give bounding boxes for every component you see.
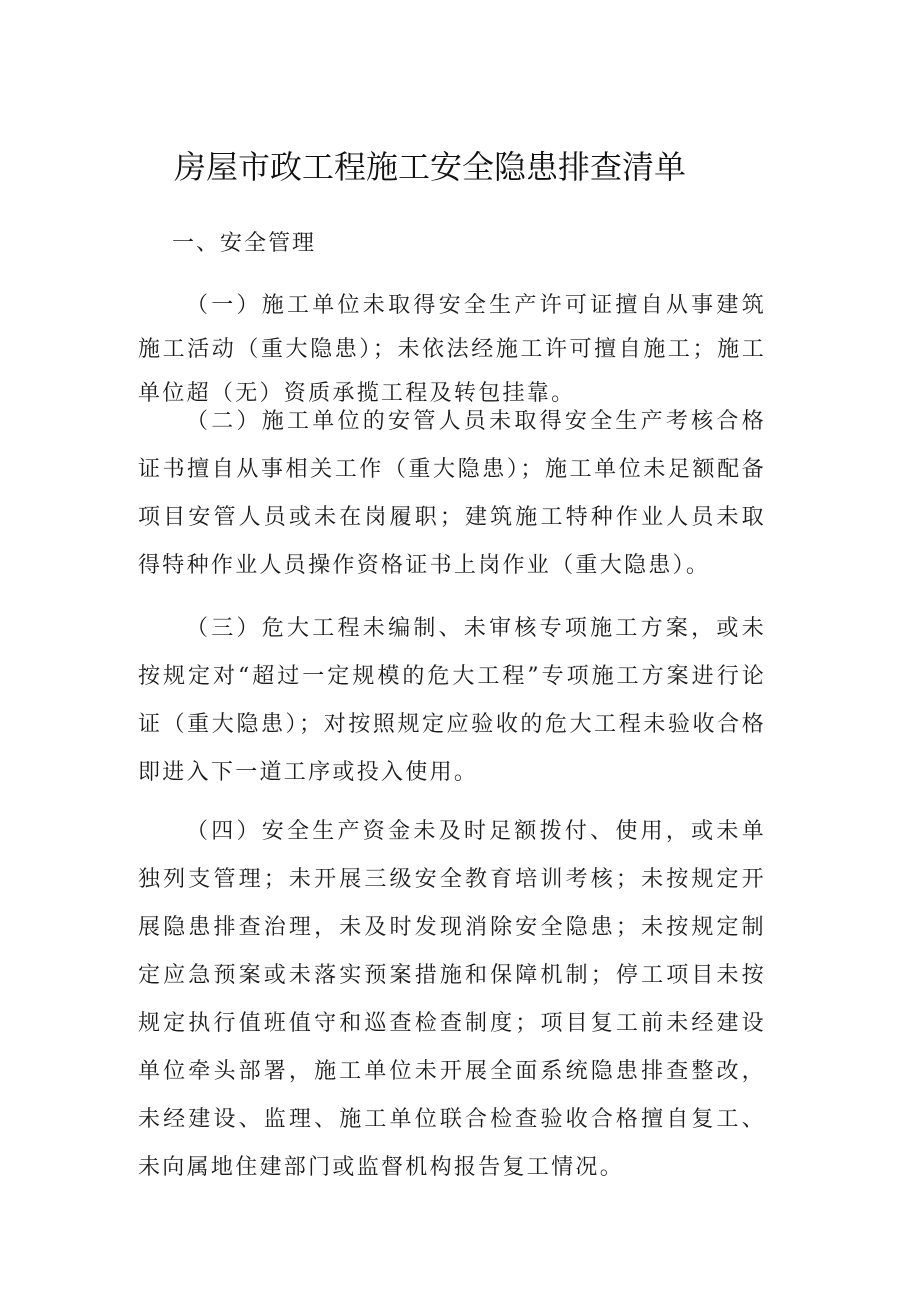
paragraph-item-4: （四）安全生产资金未及时足额拨付、使用，或未单独列支管理；未开展三级安全教育培训考核；未按规定开展隐患排查治理，未及时发现消除安全隐患；未按规定制定应急预案或未落实预案措施和保障机制；停工项目未按规定执行值班值守和巡查检查制度；项目复工前未经建设单位牵头部署，施工单位未开展全面系统隐患排查整改，未经建设、监理、施工单位联合检查验收合格擅自复工、未向属地住建部门或监督机构报告复工情况。 — [138, 819, 766, 1180]
paragraph-item-3: （三）危大工程未编制、未审核专项施工方案，或未按规定对“超过一定规模的危大工程”专项施工方案进行论证（重大隐患）；对按照规定应验收的危大工程未验收合格即进入下一道工序或投入使用。 — [138, 616, 766, 785]
section-heading: 一、安全管理 — [172, 231, 317, 256]
paragraph-item-2: （二）施工单位的安管人员未取得安全生产考核合格证书擅自从事相关工作（重大隐患）；施工单位未足额配备项目安管人员或未在岗履职；建筑施工特种作业人员未取得特种作业人员操作资格证书上岗作业（重大隐患）。 — [138, 409, 766, 578]
paragraph-item-1: （一）施工单位未取得安全生产许可证擅自从事建筑施工活动（重大隐患）；未依法经施工许可擅自施工；施工单位超（无）资质承揽工程及转包挂靠。 — [138, 293, 766, 406]
document-title: 房屋市政工程施工安全隐患排查清单 — [173, 148, 686, 186]
